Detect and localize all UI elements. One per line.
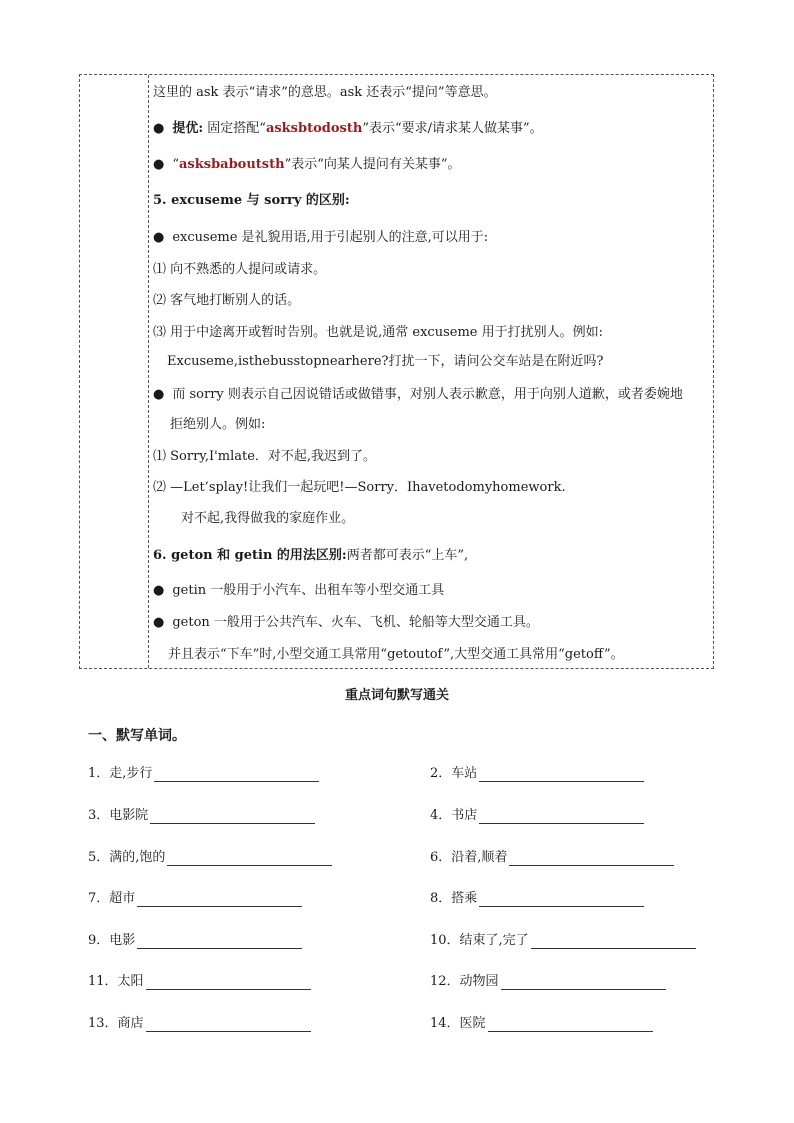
note-line-6: ⑴ 向不熟悉的人提问或请求。 (153, 262, 327, 277)
note-line-5 (153, 230, 488, 246)
phrase-highlight: asksbaboutsth (179, 157, 285, 172)
note-text: ”表示“向某人提问有关某事”。 (284, 157, 461, 172)
answer-blank[interactable] (154, 767, 319, 782)
item-number: 12． (430, 974, 460, 989)
exercise-item (88, 933, 302, 949)
phrase-highlight: asksbtodosth (265, 121, 363, 136)
answer-blank[interactable] (479, 809, 644, 824)
answer-blank[interactable] (479, 767, 644, 782)
answer-blank[interactable] (531, 934, 696, 949)
item-number: 5． (88, 850, 110, 865)
exercise-item (88, 808, 315, 824)
note-line-2 (153, 121, 543, 137)
item-number: 3． (88, 808, 110, 823)
item-number: 14． (430, 1016, 460, 1031)
note-line-9: Excuseme,isthebusstopnearhere?打扰一下，请问公交车站是在附近吗? (167, 354, 604, 369)
note-line-1: 这里的 ask 表示“请求”的意思。ask 还表示“提问”等意思。 (153, 85, 497, 100)
item-number: 9． (88, 933, 110, 948)
answer-blank[interactable] (488, 1017, 653, 1032)
note-line-15 (153, 548, 468, 564)
note-line-16 (153, 583, 444, 599)
note-text: excuseme 是礼貌用语,用于引起别人的注意,可以用于: (172, 230, 489, 245)
exercise-title: 一、默写单词。 (88, 728, 186, 744)
exercise-item (88, 974, 311, 990)
item-number: 1． (88, 766, 110, 781)
note-line-13: ⑵ —Let’splay!让我们一起玩吧!—Sorry．Ihavetodomyhomework. (153, 480, 566, 495)
bullet: ● (153, 121, 165, 136)
item-word: 医院 (459, 1016, 486, 1031)
exercise-item (88, 1016, 311, 1032)
item-word: 满的,饱的 (109, 850, 166, 865)
exercise-item (88, 850, 332, 866)
answer-blank[interactable] (137, 892, 302, 907)
item-number: 11． (88, 974, 118, 989)
exercise-item (430, 974, 666, 990)
exercise-item (88, 766, 319, 782)
note-line-10 (153, 387, 683, 403)
note-subheading-6: 6. geton 和 getin 的用法区别: (153, 548, 347, 563)
note-line-18: 并且表示“下车”时,小型交通工具常用“getoutof”,大型交通工具常用“getoff”。 (168, 647, 624, 662)
exercise-item (430, 766, 644, 782)
bullet: ● (153, 583, 165, 598)
answer-blank[interactable] (137, 934, 302, 949)
answer-blank[interactable] (479, 892, 644, 907)
answer-blank[interactable] (146, 975, 311, 990)
note-line-14: 对不起,我得做我的家庭作业。 (181, 511, 355, 526)
note-text: ”表示“要求/请求某人做某事”。 (362, 121, 543, 136)
item-word: 车站 (451, 766, 478, 781)
item-word: 走,步行 (109, 766, 153, 781)
note-line-11: 拒绝别人。例如: (170, 417, 266, 432)
answer-blank[interactable] (509, 851, 674, 866)
exercise-item (430, 933, 696, 949)
note-line-7: ⑵ 客气地打断别人的话。 (153, 293, 301, 308)
bullet: ● (153, 157, 165, 172)
note-line-3 (153, 157, 461, 173)
item-word: 动物园 (459, 974, 499, 989)
item-number: 10． (430, 933, 460, 948)
exercise-item (430, 1016, 653, 1032)
item-word: 商店 (117, 1016, 144, 1031)
item-number: 6． (430, 850, 452, 865)
exercise-item (430, 808, 644, 824)
item-number: 4． (430, 808, 452, 823)
item-word: 超市 (109, 891, 136, 906)
answer-blank[interactable] (146, 1017, 311, 1032)
item-word: 电影 (109, 933, 136, 948)
answer-blank[interactable] (501, 975, 666, 990)
exercise-item (430, 891, 644, 907)
bullet: ● (153, 615, 165, 630)
note-text: geton 一般用于公共汽车、火车、飞机、轮船等大型交通工具。 (172, 615, 539, 630)
exercise-item (430, 850, 674, 866)
item-word: 结束了,完了 (459, 933, 529, 948)
item-number: 2． (430, 766, 452, 781)
answer-blank[interactable] (167, 851, 332, 866)
item-word: 太阳 (117, 974, 144, 989)
note-line-12: ⑴ Sorry,I'mlate．对不起,我迟到了。 (153, 449, 377, 464)
table-column-divider (148, 75, 149, 668)
note-line-17 (153, 615, 539, 631)
item-word: 电影院 (109, 808, 149, 823)
bullet: ● (153, 387, 165, 402)
item-word: 沿着,顺着 (451, 850, 508, 865)
item-word: 搭乘 (451, 891, 478, 906)
item-number: 7． (88, 891, 110, 906)
note-text: getin 一般用于小汽车、出租车等小型交通工具 (172, 583, 445, 598)
note-label-tiyou: 提优: (172, 121, 204, 136)
bullet: ● (153, 230, 165, 245)
note-line-8: ⑶ 用于中途离开或暂时告别。也就是说,通常 excuseme 用于打扰别人。例如: (153, 325, 603, 340)
item-number: 8． (430, 891, 452, 906)
note-text: 两者都可表示“上车”, (346, 548, 469, 563)
item-number: 13． (88, 1016, 118, 1031)
answer-blank[interactable] (150, 809, 315, 824)
item-word: 书店 (451, 808, 478, 823)
section-heading: 重点词句默写通关 (344, 688, 449, 703)
note-subheading-5: 5. excuseme 与 sorry 的区别: (153, 193, 350, 208)
note-text: 而 sorry 则表示自己因说错话或做错事，对别人表示歉意，用于向别人道歉，或者委婉地 (172, 387, 683, 402)
note-text: 固定搭配“ (203, 121, 266, 136)
note-text: “ (172, 157, 179, 172)
exercise-item (88, 891, 302, 907)
